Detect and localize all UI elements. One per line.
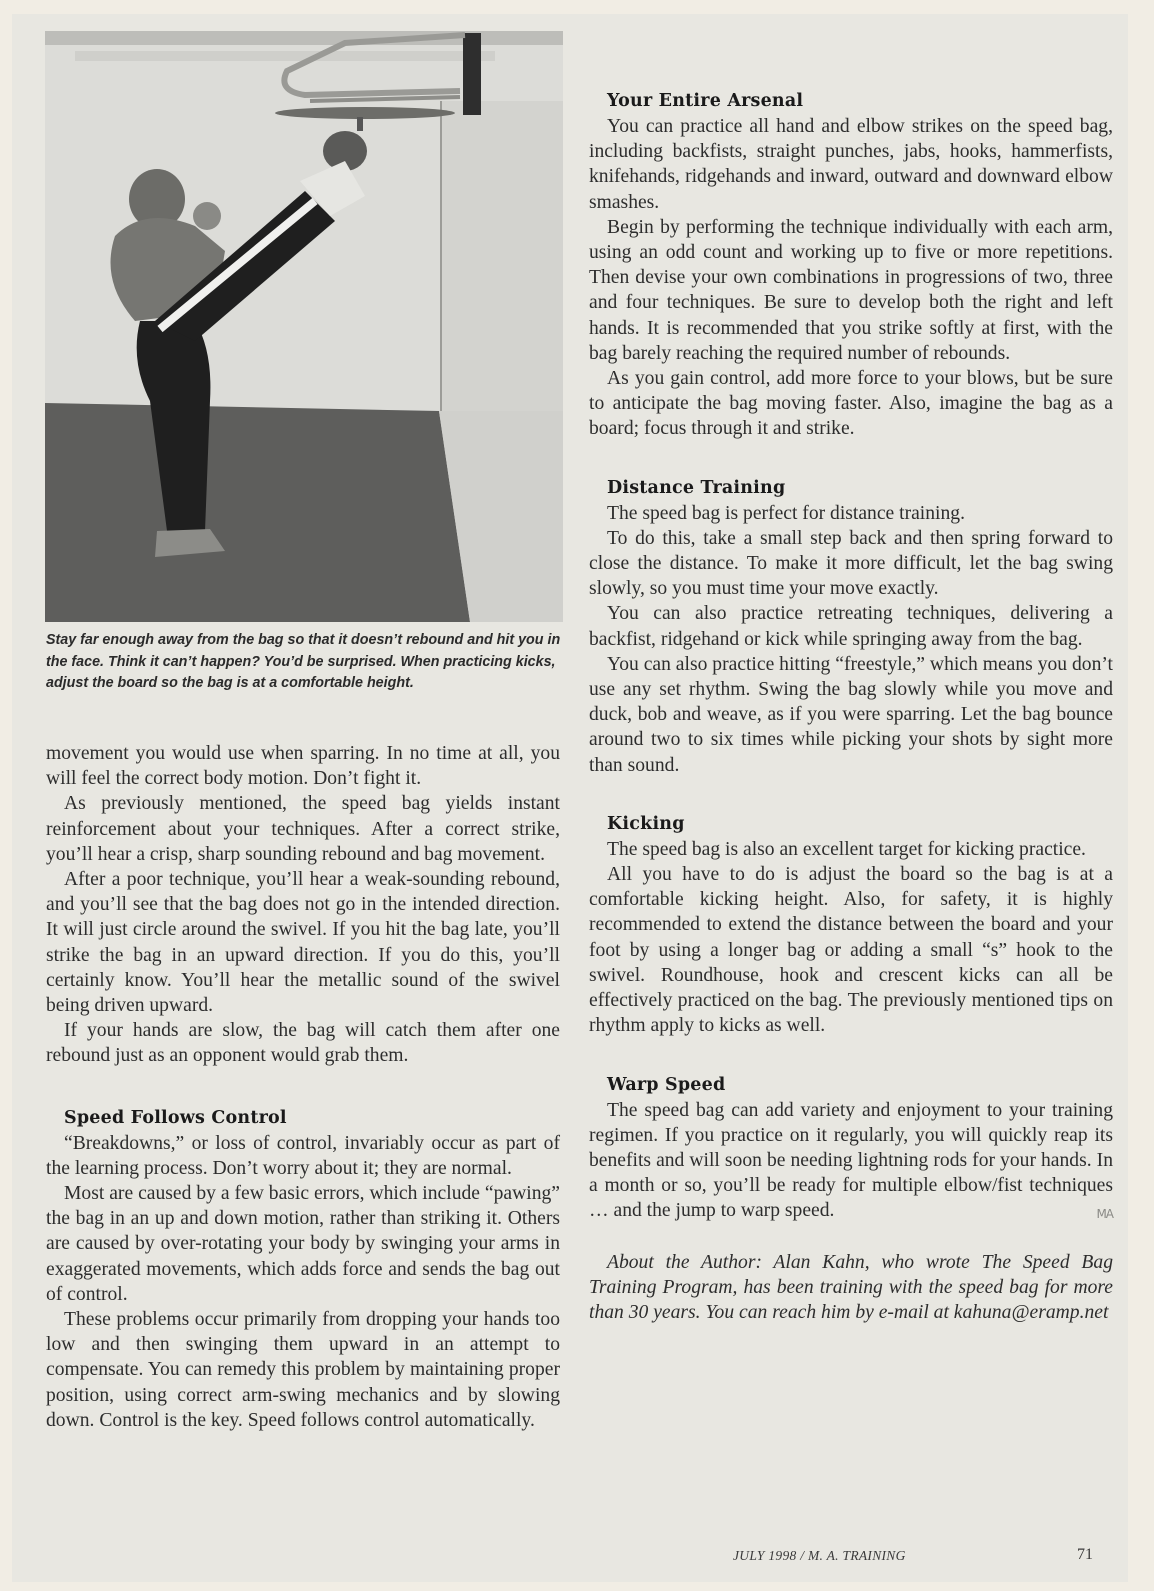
page-footer [733, 1548, 1113, 1564]
end-mark-logo: MA [1096, 1207, 1113, 1222]
section-gap [589, 1039, 1113, 1073]
section-gap [589, 1224, 1113, 1250]
section-heading-your-entire-arsenal: Your Entire Arsenal [607, 91, 804, 111]
photo-illustration [45, 31, 563, 622]
body-paragraph: The speed bag is also an excellent target for kicking practice. [607, 838, 1086, 860]
section-heading-speed-follows-control: Speed Follows Control [64, 1107, 287, 1128]
publication-folio: JULY 1998 / M. A. TRAINING [733, 1548, 906, 1563]
about-the-author: About the Author: Alan Kahn, who wrote The Speed Bag Training Program, has been training with the speed bag for more than 30 years. You can reach him by e-mail at kahuna@eramp.net [589, 1251, 1113, 1323]
left-column [46, 741, 560, 1433]
body-paragraph: As you gain control, add more force to your blows, but be sure to anticipate the bag moving faster. Also, imagine the bag as a board; focus through it and strike. [589, 368, 1113, 440]
body-paragraph: To do this, take a small step back and then spring forward to close the distance. To make it more difficult, let the bag swing slowly, so you must time your move exactly. [589, 527, 1113, 600]
body-paragraph: These problems occur primarily from dropping your hands too low and then swinging them upward in an attempt to compensate. You can remedy this problem by maintaining proper position, using correct arm-swing mechanics and by slowing down. Control is the key. Speed follows control automatically. [46, 1309, 560, 1431]
closing-paragraph-text: The speed bag can add variety and enjoyment to your training regimen. If you practice on it regularly, you will quickly reap its benefits and will soon be needing lightning rods for your hands. In a month or so, you’ll be ready for multiple elbow/fist techniques … and the jump to warp speed. [589, 1099, 1113, 1222]
body-paragraph: Most are caused by a few basic errors, which include “pawing” the bag in an up and down motion, rather than striking it. Others are caused by over-rotating your body by swinging your arms in exaggerated movements, which adds force and sends the bag out of control. [46, 1183, 560, 1305]
body-paragraph: As previously mentioned, the speed bag yields instant reinforcement about your techniques. After a correct strike, you’ll hear a crisp, sharp sounding rebound and bag movement. [46, 793, 560, 865]
body-paragraph [589, 1098, 1113, 1224]
body-paragraph: All you have to do is adjust the board so the bag is at a comfortable kicking height. Also, for safety, it is highly recommended to extend the distance between the board and your foot by using a longer bag or adding a small “s” hook to the swivel. Roundhouse, hook and crescent kicks can all be effectively practiced on the bag. The previously mentioned tips on rhythm apply to kicks as well. [589, 864, 1113, 1037]
continuation-paragraph: movement you would use when sparring. In no time at all, you will feel the correct body motion. Don’t fight it. [46, 743, 560, 790]
kick-photo [45, 31, 563, 622]
section-heading-distance-training: Distance Training [607, 477, 786, 498]
section-heading-kicking: Kicking [607, 813, 685, 834]
section-gap [589, 778, 1113, 812]
body-paragraph: You can also practice hitting “freestyle,” which means you don’t use any set rhythm. Swing the bag slowly while you move and duck, bob and weave, as if you were sparring. Let the bag bounce around two to six times while picking your shots by sight more than sound. [589, 653, 1113, 776]
page-number: 71 [1077, 1546, 1093, 1563]
body-paragraph: You can also practice retreating techniques, delivering a backfist, ridgehand or kick while springing away from the bag. [589, 603, 1113, 650]
body-paragraph: The speed bag is perfect for distance training. [607, 502, 965, 524]
photo-caption: Stay far enough away from the bag so that it doesn’t rebound and hit you in the face. Think it can’t happen? You’d be surprised. When practicing kicks, adjust the board so the bag is at a comfortable height. [46, 632, 561, 691]
body-paragraph: After a poor technique, you’ll hear a weak-sounding rebound, and you’ll see that the bag does not go in the intended direction. It will just circle around the swivel. If you hit the bag late, you’ll strike the bag in an upward direction. If you do this, you’ll certainly know. You’ll hear the metallic sound of the swivel being driven upward. [46, 869, 560, 1017]
body-paragraph: Begin by performing the technique individually with each arm, using an odd count and working up to five or more repetitions. Then devise your own combinations in progressions of two, three and four techniques. Be sure to develop both the right and left hands. It is recommended that you strike softly at first, with the bag barely reaching the required number of rebounds. [589, 216, 1113, 364]
section-gap [589, 442, 1113, 476]
section-heading-warp-speed: Warp Speed [607, 1074, 726, 1095]
body-paragraph: If your hands are slow, the bag will catch them after one rebound just as an opponent would grab them. [46, 1020, 560, 1067]
body-paragraph: “Breakdowns,” or loss of control, invariably occur as part of the learning process. Don’t worry about it; they are normal. [46, 1132, 560, 1179]
section-gap [46, 1069, 560, 1106]
body-paragraph: You can practice all hand and elbow strikes on the speed bag, including backfists, straight punches, jabs, hooks, hammerfists, knifehands, ridgehands and inward, outward and downward elbow smashes. [589, 116, 1113, 213]
right-column [589, 89, 1113, 1325]
